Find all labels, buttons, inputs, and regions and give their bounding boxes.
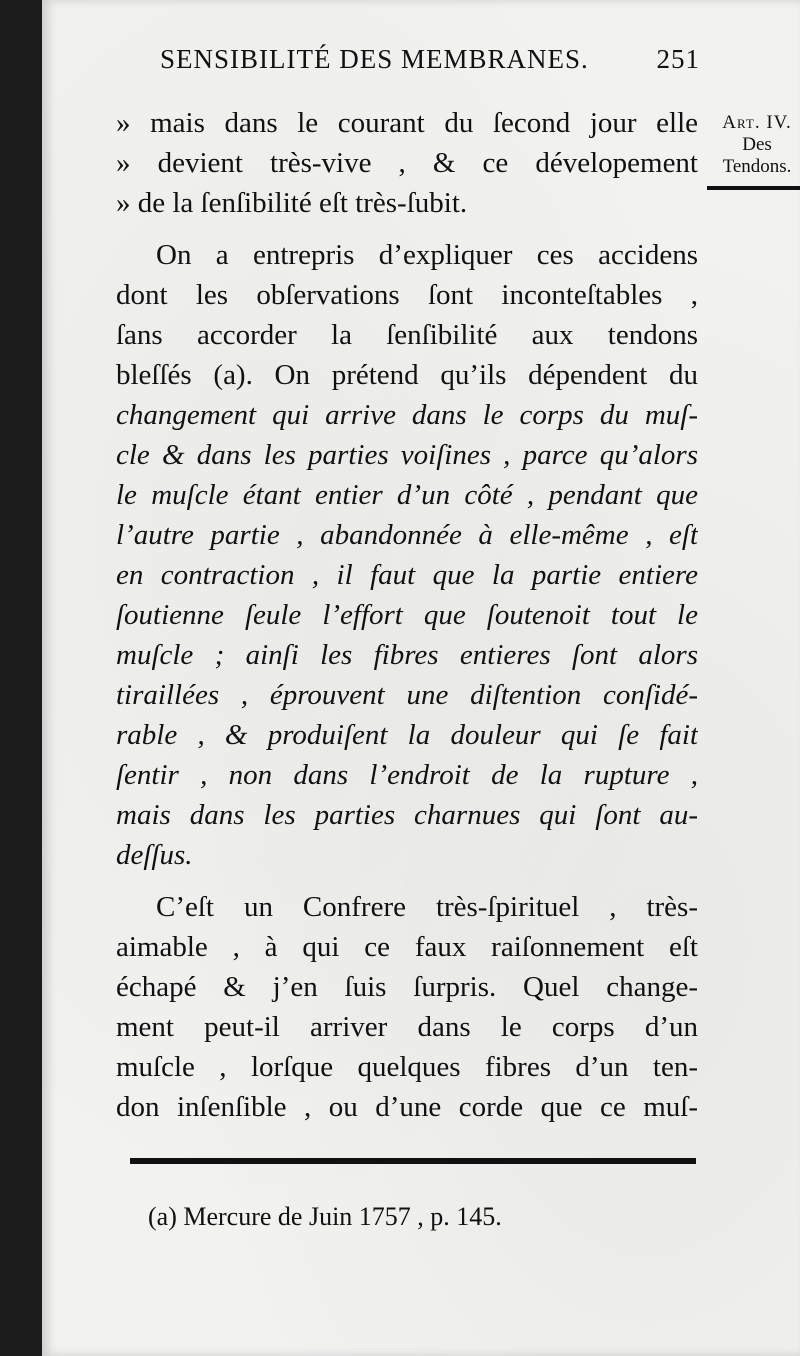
text-line-italic: le muſcle étant entier d’un côté , pendant que [116,479,698,511]
body-text [116,103,698,1127]
text-line: muſcle , lorſque quelques fibres d’un ten- [116,1051,698,1083]
text-line-italic: cle & dans les parties voiſines , parce qu’alors [116,439,698,471]
text-line: ment peut-il arriver dans le corps d’un [116,1011,698,1043]
text-line-italic: deſſus. [116,839,193,871]
footnote: (a) Mercure de Juin 1757 , p. 145. [148,1202,502,1231]
text-line-italic: en contraction , il faut que la partie entiere [116,559,698,591]
margin-note-article: Art. IV. [722,112,792,133]
text-line: dont les obſervations ſont inconteſtables , [116,279,698,311]
text-line: don inſenſible , ou d’une corde que ce muſ- [116,1091,698,1123]
margin-note-line2: Tendons. [722,156,792,177]
text-line: » de la ſenſibilité eſt très-ſubit. [116,187,468,219]
text-line: aimable , à qui ce faux raiſonnement eſt [116,931,698,963]
running-head [160,44,700,84]
text-line: On a entrepris d’expliquer ces accidens [156,239,698,271]
text-line-italic: changement qui arrive dans le corps du muſ- [116,399,698,431]
text-line-italic: tiraillées , éprouvent une diſtention conſidé- [116,679,698,711]
text-line: échapé & j’en ſuis ſurpris. Quel change- [116,971,698,1003]
running-head-title: SENSIBILITÉ DES MEMBRANES. [160,44,589,74]
text-line-italic: ſentir , non dans l’endroit de la rupture , [116,759,698,791]
text-line: » devient très-vive , & ce dévelopement [116,147,698,179]
text-line: bleſſés (a). On prétend qu’ils dépendent du [116,359,698,391]
text-line-italic: muſcle ; ainſi les fibres entieres ſont alors [116,639,698,671]
text-line: C’eſt un Confrere très-ſpirituel , très- [156,891,698,923]
text-line-italic: l’autre partie , abandonnée à elle-même , eſt [116,519,698,551]
margin-note-line1: Des [742,134,772,155]
margin-note [702,112,800,190]
margin-note-rule [707,186,800,190]
book-page [42,0,800,1356]
text-line: ſans accorder la ſenſibilité aux tendons [116,319,698,351]
text-line-italic: ſoutienne ſeule l’effort que ſoutenoit tout le [116,599,698,631]
text-line-italic: mais dans les parties charnues qui ſont au- [116,799,698,831]
footnote-rule [130,1158,696,1164]
page-number: 251 [656,44,700,74]
text-line-italic: rable , & produiſent la douleur qui ſe fait [116,719,698,751]
text-line: » mais dans le courant du ſecond jour elle [116,107,698,139]
